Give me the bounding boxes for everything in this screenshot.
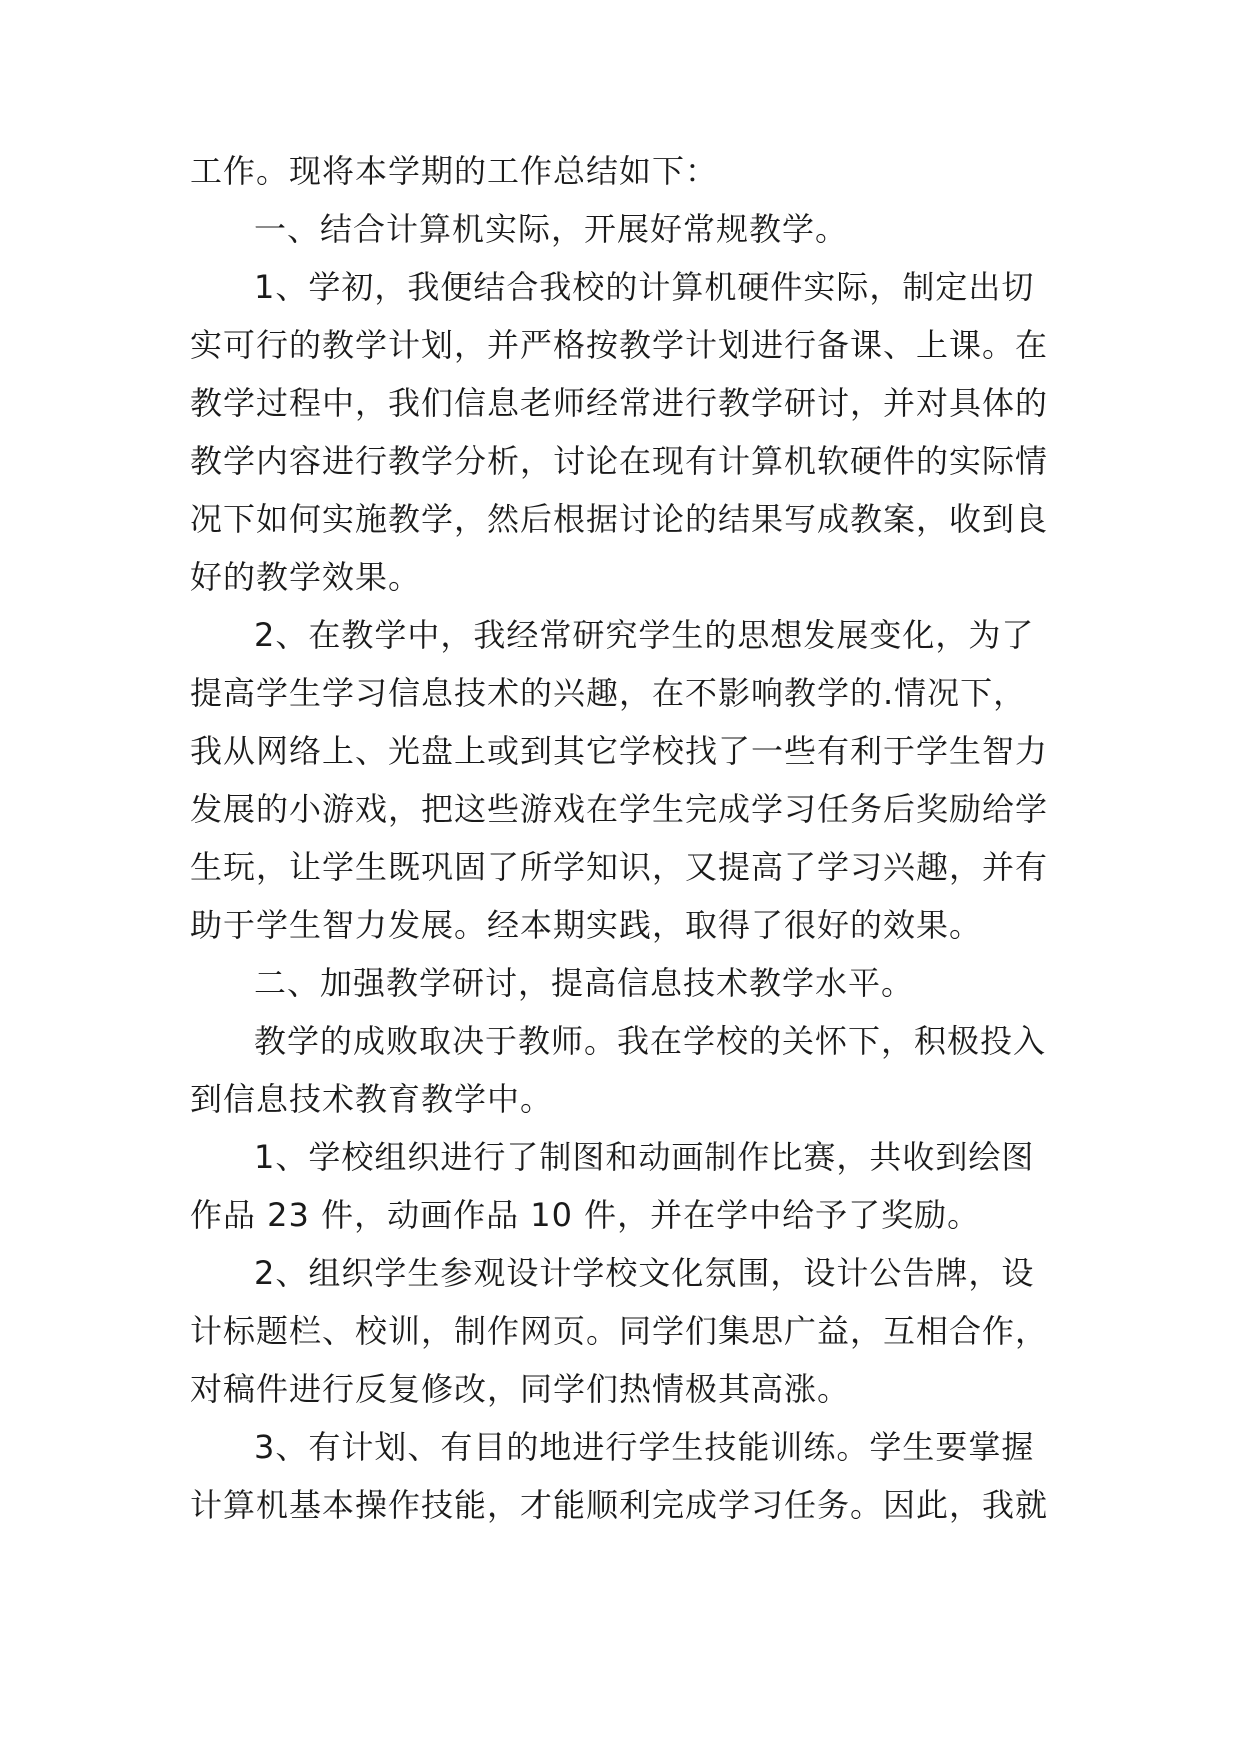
text-line: 到信息技术教育教学中。 [190,1080,554,1118]
text-line: 计标题栏、校训，制作网页。同学们集思广益，互相合作， [190,1312,1049,1350]
text-line: 教学内容进行教学分析，讨论在现有计算机软硬件的实际情 [190,442,1049,480]
text-line: 2、组织学生参观设计学校文化氛围，设计公告牌，设 [254,1254,1035,1292]
text-line: 发展的小游戏，把这些游戏在学生完成学习任务后奖励给学 [190,790,1049,828]
text-line: 好的教学效果。 [190,558,422,596]
text-line: 1、学校组织进行了制图和动画制作比赛，共收到绘图 [254,1138,1035,1176]
text-line: 实可行的教学计划，并严格按教学计划进行备课、上课。在 [190,326,1049,364]
text-line: 助于学生智力发展。经本期实践，取得了很好的效果。 [190,906,983,944]
text-line: 教学过程中，我们信息老师经常进行教学研讨，并对具体的 [190,384,1049,422]
text-line: 1、学初，我便结合我校的计算机硬件实际，制定出切 [254,268,1035,306]
text-line: 工作。现将本学期的工作总结如下： [190,152,719,190]
text-line: 教学的成败取决于教师。我在学校的关怀下，积极投入 [254,1022,1047,1060]
text-line: 生玩，让学生既巩固了所学知识，又提高了学习兴趣，并有 [190,848,1049,886]
text-line: 计算机基本操作技能，才能顺利完成学习任务。因此，我就 [190,1486,1049,1524]
section-heading: 二、加强教学研讨，提高信息技术教学水平。 [254,964,915,1002]
section-heading: 一、结合计算机实际，开展好常规教学。 [254,210,849,248]
text-line: 2、在教学中，我经常研究学生的思想发展变化，为了 [254,616,1035,654]
text-line: 作品 23 件，动画作品 10 件，并在学中给予了奖励。 [190,1196,981,1234]
text-line: 对稿件进行反复修改，同学们热情极其高涨。 [190,1370,851,1408]
text-line: 我从网络上、光盘上或到其它学校找了一些有利于学生智力 [190,732,1049,770]
text-line: 况下如何实施教学，然后根据讨论的结果写成教案，收到良 [190,500,1049,538]
text-line: 3、有计划、有目的地进行学生技能训练。学生要掌握 [254,1428,1035,1466]
text-line: 提高学生学习信息技术的兴趣，在不影响教学的.情况下， [190,674,1027,712]
